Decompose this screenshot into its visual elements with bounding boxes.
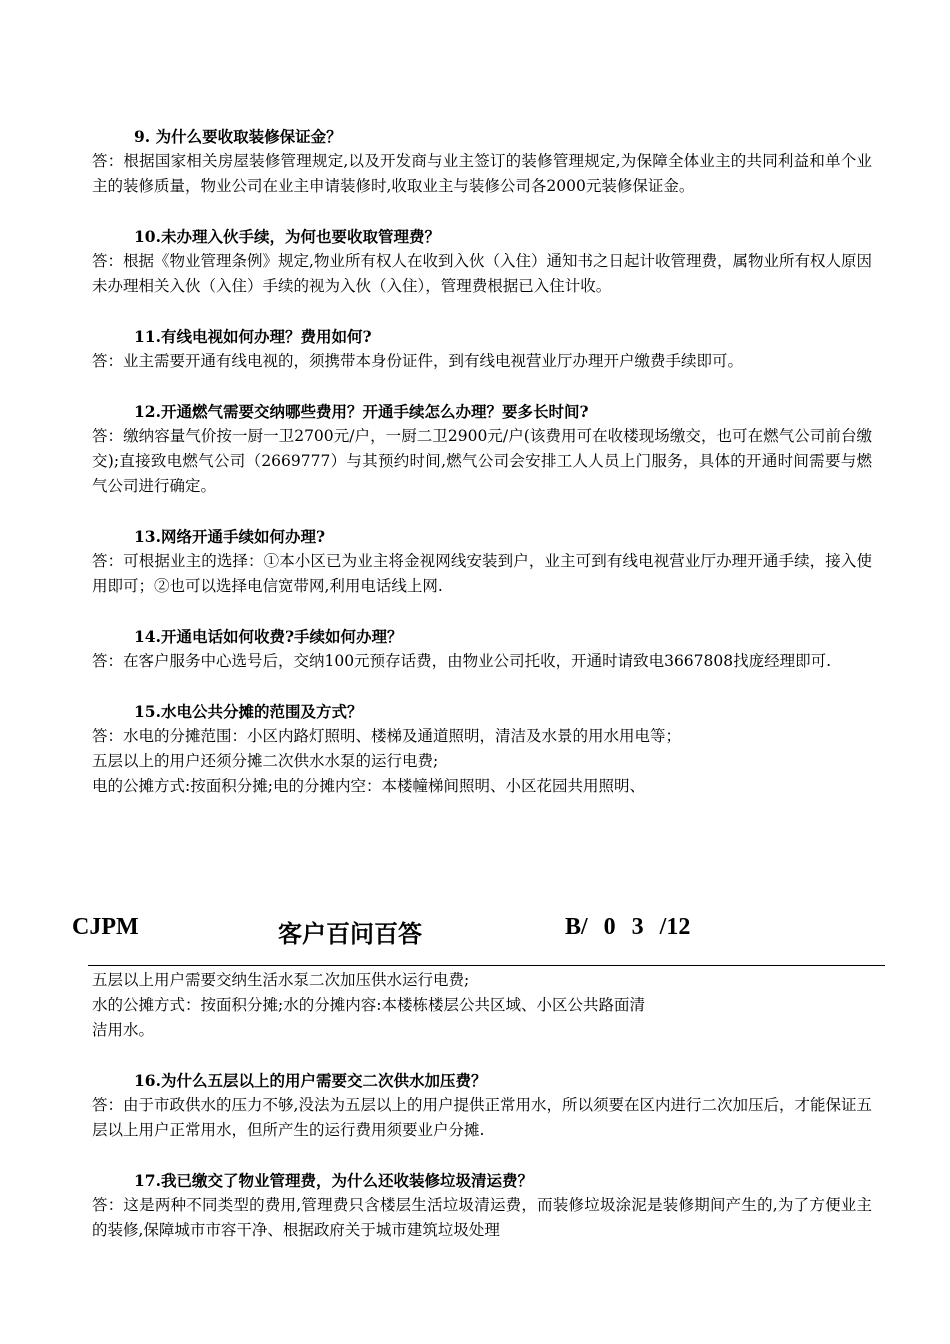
faq-item-11 (92, 325, 872, 374)
question-16: 16.为什么五层以上的用户需要交二次供水加压费？ (134, 1071, 487, 1090)
answer-15-line-2: 五层以上的用户还须分摊二次供水水泵的运行电费; (92, 752, 439, 770)
faq-item-16 (92, 1069, 872, 1143)
faq-page-bottom (92, 968, 872, 1269)
header-document-title: 客户百问百答 (278, 922, 422, 948)
faq-item-12 (92, 400, 872, 499)
faq-item-9 (92, 125, 872, 199)
answer-9: 答：根据国家相关房屋装修管理规定,以及开发商与业主签订的装修管理规定,为保障全体业主的共同利益和单个业主的装修质量，物业公司在业主申请装修时,收取业主与装修公司各2000元装修保证金。 (92, 152, 872, 195)
answer-13: 答：可根据业主的选择：①本小区已为业主将金视网线安装到户，业主可到有线电视营业厅办理开通手续，接入使用即可；②也可以选择电信宽带网,利用电话线上网. (92, 552, 872, 595)
faq-item-13 (92, 525, 872, 599)
faq-item-15-continued (92, 968, 872, 1043)
faq-page-top (92, 125, 872, 825)
answer-15-cont-line-1: 五层以上用户需要交纳生活水泵二次加压供水运行电费; (92, 971, 470, 989)
faq-item-17 (92, 1169, 872, 1243)
answer-15-cont-line-3: 洁用水。 (92, 1021, 155, 1039)
question-17: 17.我已缴交了物业管理费，为什么还收装修垃圾清运费？ (134, 1171, 533, 1190)
answer-12: 答：缴纳容量气价按一厨一卫2700元/户，一厨二卫2900元/户(该费用可在收楼现场缴交，也可在燃气公司前台缴交);直接致电燃气公司（2669777）与其预约时间,燃气公司会安排工人人员上门服务，具体的开通时间需要与燃气公司进行确定。 (92, 427, 872, 495)
answer-17: 答：这是两种不同类型的费用,管理费只含楼层生活垃圾清运费，而装修垃圾涂泥是装修期间产生的,为了方便业主的装修,保障城市市容干净、根据政府关于城市建筑垃圾处理 (92, 1196, 872, 1239)
question-13: 13.网络开通手续如何办理? (134, 527, 326, 546)
faq-item-14 (92, 625, 872, 674)
answer-16: 答：由于市政供水的压力不够,没法为五层以上的用户提供正常用水，所以须要在区内进行二次加压后，才能保证五层以上用户正常用水，但所产生的运行费用须要业户分摊. (92, 1096, 872, 1139)
header-divider (88, 965, 885, 966)
answer-15-line-1: 答：水电的分摊范围：小区内路灯照明、楼梯及通道照明，清洁及水景的用水用电等； (92, 727, 682, 745)
answer-14: 答：在客户服务中心选号后，交纳100元预存话费，由物业公司托收，开通时请致电3667808找庞经理即可. (92, 652, 832, 670)
faq-item-15 (92, 700, 872, 799)
answer-15-cont-line-2: 水的公摊方式：按面积分摊;水的分摊内容:本楼栋楼层公共区域、小区公共路面清 (92, 996, 645, 1014)
header-company-code: CJPM (72, 914, 139, 940)
answer-11: 答：业主需要开通有线电视的，须携带本身份证件，到有线电视营业厅办理开户缴费手续即可。 (92, 352, 744, 370)
faq-item-10 (92, 225, 872, 299)
question-12: 12.开通燃气需要交纳哪些费用？开通手续怎么办理？要多长时间? (134, 402, 589, 421)
question-10: 10.未办理入伙手续，为何也要收取管理费？ (134, 227, 440, 246)
question-11: 11.有线电视如何办理？费用如何? (134, 327, 372, 346)
question-14: 14.开通电话如何收费?手续如何办理？ (134, 627, 403, 646)
question-9: 9. 为什么要收取装修保证金？ (134, 127, 342, 146)
question-15: 15.水电公共分摊的范围及方式？ (134, 702, 363, 721)
answer-10: 答：根据《物业管理条例》规定,物业所有权人在收到入伙（入住）通知书之日起计收管理费，属物业所有权人原因未办理相关入伙（入住）手续的视为入伙（入住），管理费根据已入住计收。 (92, 252, 872, 295)
answer-15-line-3: 电的公摊方式:按面积分摊;电的分摊内空：本楼幢梯间照明、小区花园共用照明、 (92, 777, 645, 795)
header-page-number: B/ 0 3 /12 (565, 914, 691, 940)
page-header (0, 914, 950, 950)
